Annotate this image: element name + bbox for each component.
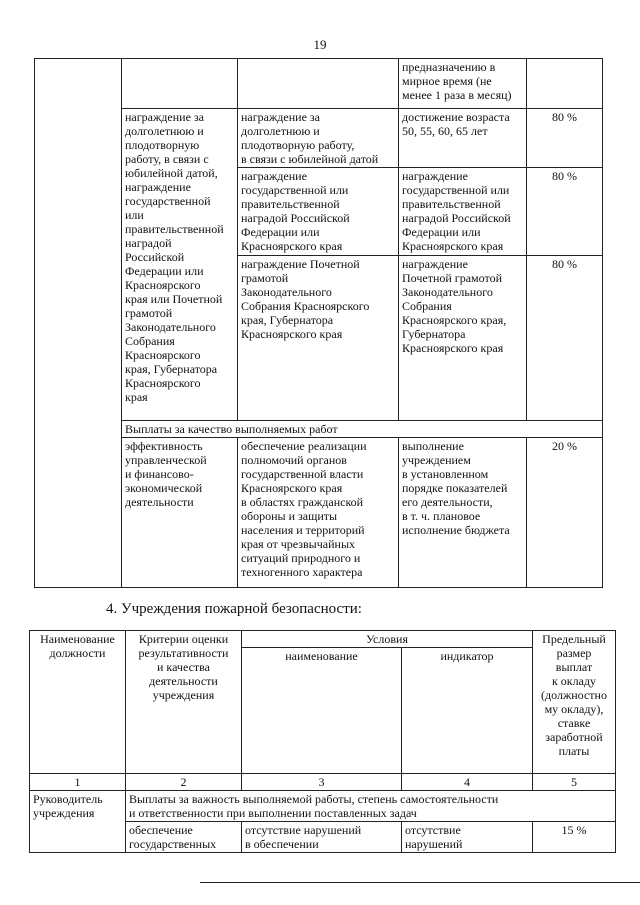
max-size-cell: 80 % [527,109,603,168]
header-condition-name: наименование [242,648,402,774]
header-conditions: Условия [242,631,533,648]
indicator-cell: награждение Почетной грамотой Законодательного Собрания Красноярского края, Губернатора Красноярского края [399,256,527,421]
section-title: 4. Учреждения пожарной безопасности: [106,601,362,617]
condition-name-cell: награждение за долголетнюю и плодотворную работу, в связи с юбилейной датой [238,109,399,168]
fire-safety-table [29,630,616,853]
max-size-cell: 15 % [533,822,616,853]
indicator-cell: награждение государственной или правительственной наградой Российской Федерации или Красноярского края [399,168,527,256]
continuation-table [34,58,603,588]
condition-name-cell: отсутствие нарушений в обеспечении [242,822,402,853]
cell-empty [238,59,399,109]
cell-empty [527,59,603,109]
column-number: 4 [402,774,533,791]
indicator-cell: выполнение учреждением в установленном порядке показателей его деятельности, в т. ч. плановое исполнение бюджета [399,438,527,588]
position-cell: Руководитель учреждения [30,791,126,853]
max-size-cell: 80 % [527,256,603,421]
indicator-cell: предназначению в мирное время (не менее 1 раза в месяц) [399,59,527,109]
indicator-cell: достижение возраста 50, 55, 60, 65 лет [399,109,527,168]
bottom-divider [200,882,640,883]
max-size-cell: 20 % [527,438,603,588]
importance-section-header: Выплаты за важность выполняемой работы, степень самостоятельности и ответственности при выполнении поставленных задач [126,791,616,822]
max-size-cell: 80 % [527,168,603,256]
position-column-empty [35,59,122,588]
column-number: 3 [242,774,402,791]
award-criteria-cell: награждение за долголетнюю и плодотворную работу, в связи с юбилейной датой, награждение государственной или правительственной наградой Российской Федерации или Красноярского края или Почетной грамотой Законодательного Собрания Красноярского края, Губернатора Красноярского края [122,109,238,421]
condition-name-cell: награждение Почетной грамотой Законодательного Собрания Красноярского края, Губернатора Красноярского края [238,256,399,421]
header-position: Наименование должности [30,631,126,774]
cell-empty [122,59,238,109]
header-max-size: Предельный размер выплат к окладу (должностно му окладу), ставке заработной платы [533,631,616,774]
condition-name-cell: обеспечение реализации полномочий органов государственной власти Красноярского края в областях гражданской обороны и защиты населения и территорий края от чрезвычайных ситуаций природного и техногенного характера [238,438,399,588]
header-criteria: Критерии оценки результативности и качества деятельности учреждения [126,631,242,774]
header-condition-indicator: индикатор [402,648,533,774]
quality-section-header: Выплаты за качество выполняемых работ [122,421,603,438]
criteria-cell: обеспечение государственных [126,822,242,853]
quality-criteria-cell: эффективность управленческой и финансово- экономической деятельности [122,438,238,588]
column-number: 2 [126,774,242,791]
condition-name-cell: награждение государственной или правительственной наградой Российской Федерации или Красноярского края [238,168,399,256]
column-number: 5 [533,774,616,791]
page-number: 19 [313,37,327,52]
column-number: 1 [30,774,126,791]
indicator-cell: отсутствие нарушений [402,822,533,853]
